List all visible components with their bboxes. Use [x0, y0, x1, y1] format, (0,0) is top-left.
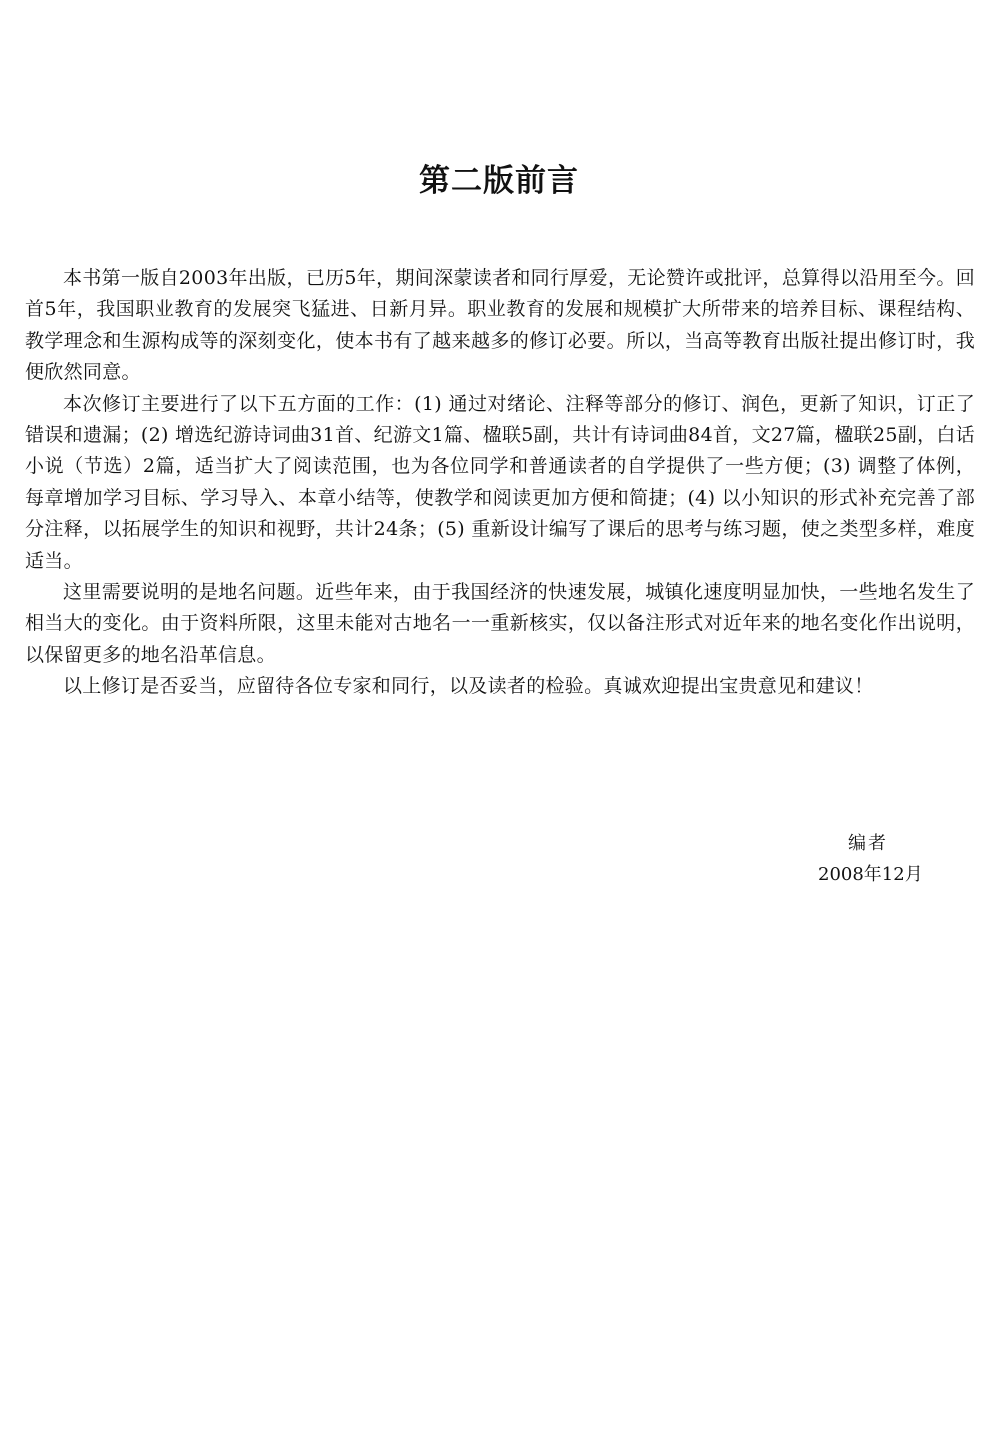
paragraph-3: 这里需要说明的是地名问题。近些年来，由于我国经济的快速发展，城镇化速度明显加快，一些地名发生了相当大的变化。由于资料所限，这里未能对古地名一一重新核实，仅以备注形式对近年来的地名变化作出说明，以保留更多的地名沿革信息。: [25, 581, 975, 666]
page-title: 第二版前言: [419, 163, 579, 199]
paragraph-2: 本次修订主要进行了以下五方面的工作：(1) 通过对绪论、注释等部分的修订、润色，更新了知识，订正了错误和遗漏；(2) 增选纪游诗词曲31首、纪游文1篇、楹联5副，共计有诗词曲84首，文27篇，楹联25副，白话小说（节选）2篇，适当扩大了阅读范围，也为各位同学和普通读者的自学提供了一些方便；(3) 调整了体例，每章增加学习目标、学习导入、本章小结等，使教学和阅读更加方便和简捷；(4) 以小知识的形式补充完善了部分注释，以拓展学生的知识和视野，共计24条；(5) 重新设计编写了课后的思考与练习题，使之类型多样，难度适当。: [25, 392, 975, 572]
paragraph-4: 以上修订是否妥当，应留待各位专家和同行，以及读者的检验。真诚欢迎提出宝贵意见和建议！: [63, 675, 874, 698]
signature-block: [790, 828, 950, 890]
signature-author: 编者: [848, 833, 888, 854]
signature-date: 2008年12月: [818, 864, 923, 885]
preface-body: [25, 263, 975, 703]
paragraph-1: 本书第一版自2003年出版，已历5年，期间深蒙读者和同行厚爱，无论赞许或批评，总算得以沿用至今。回首5年，我国职业教育的发展突飞猛进、日新月异。职业教育的发展和规模扩大所带来的培养目标、课程结构、教学理念和生源构成等的深刻变化，使本书有了越来越多的修订必要。所以，当高等教育出版社提出修订时，我便欣然同意。: [25, 267, 975, 384]
